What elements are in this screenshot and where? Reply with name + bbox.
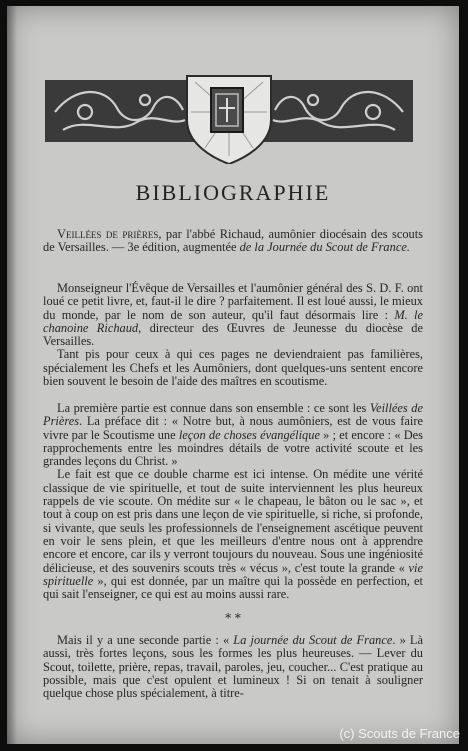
paragraph-2: Tant pis pour ceux à qui ces pages ne deviendraient pas familières, spécialement les Chefs et les Aumôniers, dont quelques-uns sentent encore bien souvent le besoin de l'aide des maîtres en scoutisme. <box>43 347 423 389</box>
intro-italic: de la Journée du Scout de France. <box>239 240 410 255</box>
intro-text: , par l'abbé Richaud, aumônier diocésain des scouts de Versailles. — 3e édition, augmentée <box>43 227 423 255</box>
paragraph-5 <box>43 634 423 700</box>
section-separator: * * <box>225 611 241 625</box>
page-title: BIBLIOGRAPHIE <box>135 180 331 205</box>
book-page <box>7 6 459 744</box>
p1-text-end: , directeur des Œuvres de Jeunesse du diocèse de Versailles. <box>43 320 423 349</box>
p4-text: Le fait est que ce double charme est ici intense. On médite une vérité classique de vie spirituelle, et tout de suite interviennent les plus heureux rappels de vie scoute. On médite sur « le chapeau, le bâton ou le sac », et tout à coup on est pris dans une leçon de vie spirituelle, si riche, si profonde, si vivante, que seuls les professionnels de l'enseignement ascétique peuvent en voir le sens plein, et que les meilleurs d'entre nous ont à apprendre encore et encore, car ils y verront toujours du nouveau. Sous une ingéniosité délicieuse, et des souvenirs scouts très « vécus », c'est toute la grande « <box>43 467 423 575</box>
p4-italic: vie spirituelle <box>43 560 423 588</box>
paragraph-3 <box>43 402 423 601</box>
copyright-watermark: (c) Scouts de France <box>339 726 460 741</box>
p5-text-end: . » Là aussi, très fortes leçons, sous les formes les plus heureuses. — Lever du Scout, toilette, prière, repas, travail, paroles, jeu, coucher... C'est pratique au possible, mais que c'est opulent et lumineux ! Si on tenait à souligner quelque chose plus spécialement, à titre- <box>43 633 423 701</box>
ornamental-header-banner <box>45 72 413 164</box>
p3-text-3: » ; et encore : « Des rapprochements entre les moindres détails de votre activité scoute et les grandes leçons du Christ. » <box>43 427 424 469</box>
p1-author: M. le chanoine Richaud <box>43 307 423 335</box>
p3-text: La première partie est connue dans son ensemble : ce sont les <box>57 401 370 415</box>
p3-italic-2: leçon de choses évangélique <box>178 427 320 442</box>
p1-text: Monseigneur l'Évêque de Versailles et l'aumônier général des S. D. F. ont loué ce petit livre, et, faut-il le dire ? parfaitement. Il est loué aussi, le mieux du monde, par le nom de son auteur, qu'il faut désormais lire : <box>43 281 423 322</box>
paragraph-1 <box>43 282 423 388</box>
p5-italic: La journée du Scout de France <box>233 633 393 647</box>
p4-text-end: », qui est donnée, par un maître qui la possède en perfection, et qui sait l'enseigner, ce qui est au moins aussi rare. <box>43 573 423 602</box>
intro-paragraph <box>43 228 423 255</box>
book-title: Veillées de prières <box>57 227 159 241</box>
p3-italic-1: Veillées de Prières <box>43 401 423 429</box>
p5-text: Mais il y a une seconde partie : « <box>57 633 234 647</box>
p3-text-2: . La préface dit : « Notre but, à nous aumôniers, est de vous faire vivre par le Scoutisme une <box>43 414 423 442</box>
